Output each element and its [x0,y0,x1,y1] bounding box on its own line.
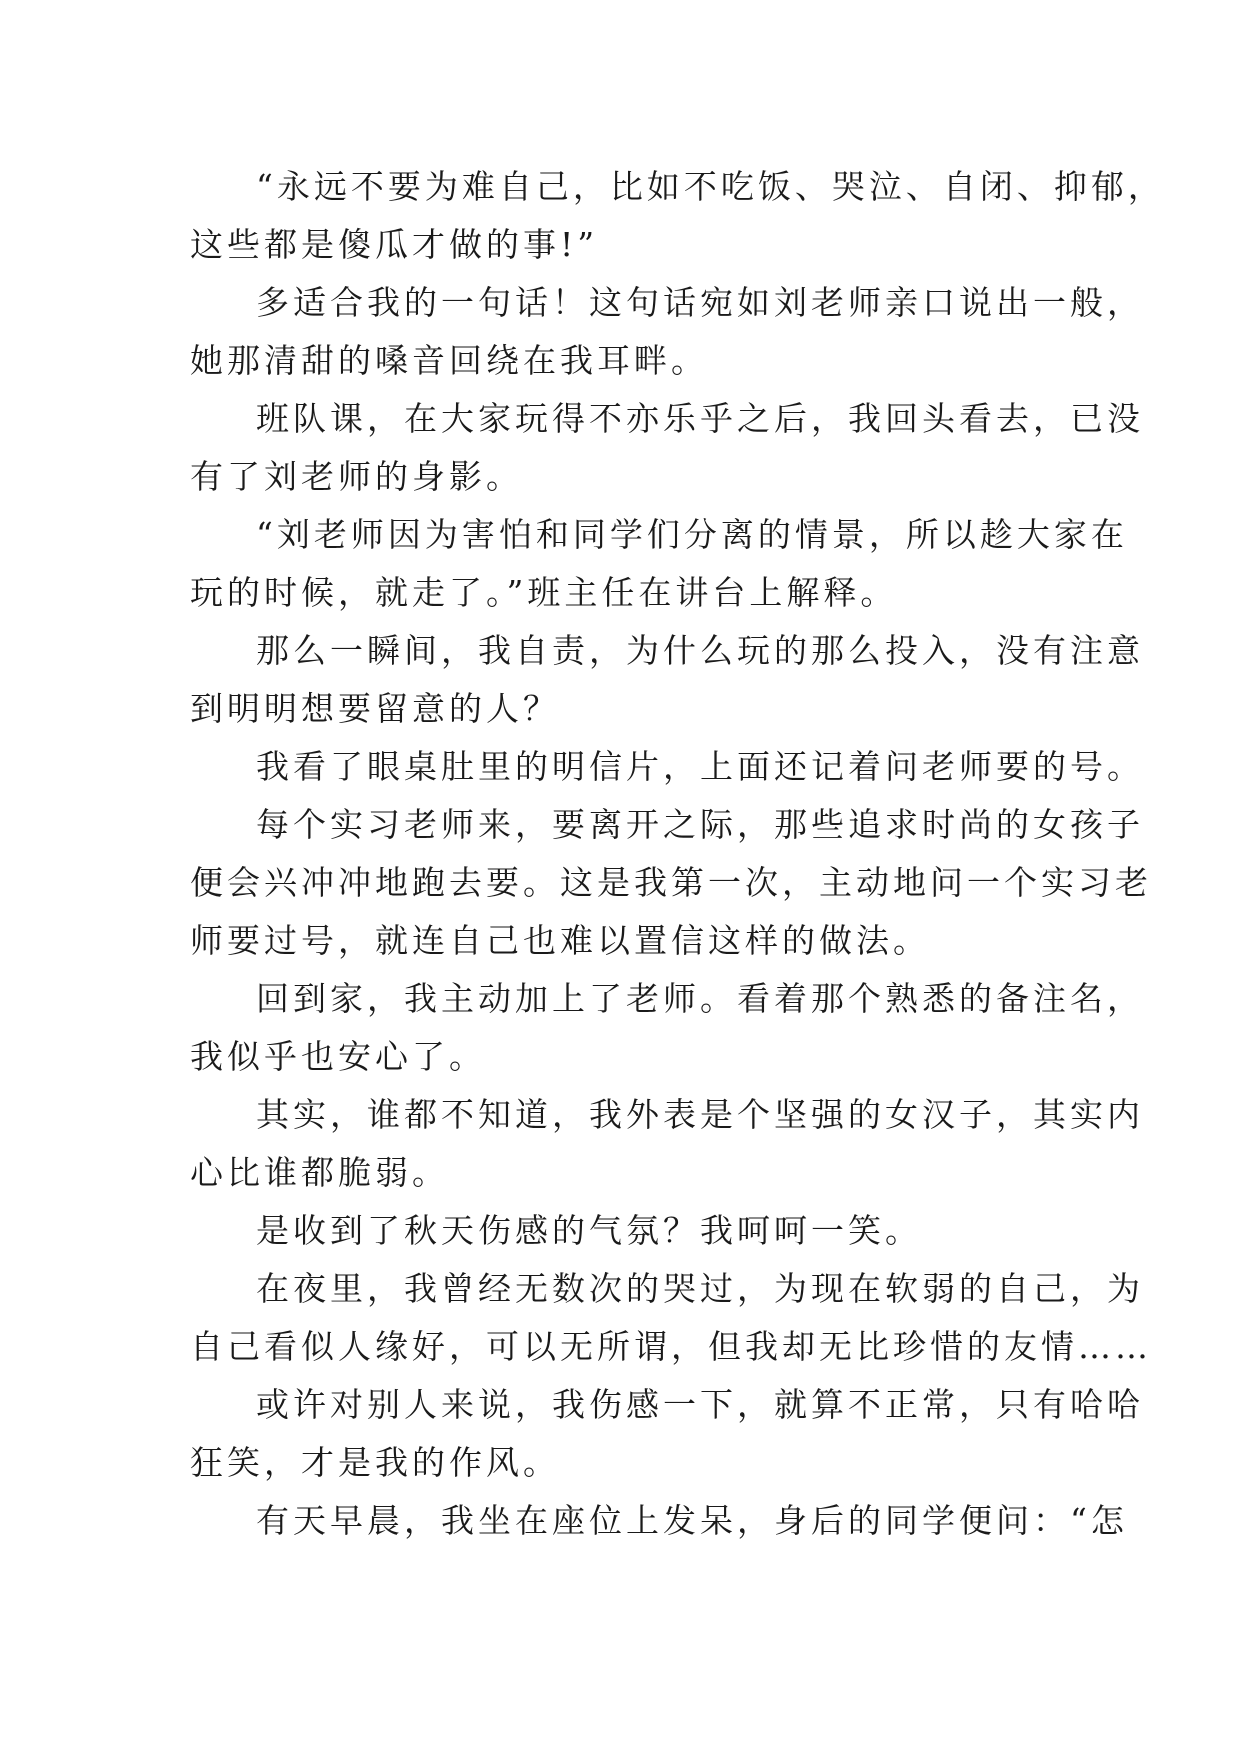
text-line: 狂笑，才是我的作风。 [190,1443,560,1482]
paragraph [190,970,1144,1086]
text-line: 回到家，我主动加上了老师。看着那个熟悉的备注名， [256,979,1144,1018]
text-line: 师要过号，就连自己也难以置信这样的做法。 [190,921,930,960]
paragraph [190,274,1144,390]
text-line: 她那清甜的嗓音回绕在我耳畔。 [190,341,708,380]
text-line: 心比谁都脆弱。 [190,1153,449,1192]
text-line: 或许对别人来说，我伤感一下，就算不正常，只有哈哈 [256,1385,1144,1424]
paragraph [190,1086,1144,1202]
text-line: 有了刘老师的身影。 [190,457,523,496]
paragraph [190,1202,1060,1260]
text-line: 多适合我的一句话！这句话宛如刘老师亲口说出一般， [256,283,1144,322]
text-line: 那么一瞬间，我自责，为什么玩的那么投入，没有注意 [256,631,1144,670]
paragraph [190,622,1144,738]
paragraph [190,1376,1144,1492]
text-line: 玩的时候，就走了。”班主任在讲台上解释。 [190,573,898,612]
text-line: 是收到了秋天伤感的气氛？我呵呵一笑。 [256,1211,922,1250]
paragraph [190,506,1128,622]
text-line: 有天早晨，我坐在座位上发呆，身后的同学便问：“怎 [256,1501,1128,1540]
text-line: “刘老师因为害怕和同学们分离的情景，所以趁大家在 [256,515,1128,554]
document-body [190,158,1165,1550]
text-line: 自己看似人缘好，可以无所谓，但我却无比珍惜的友情…… [190,1327,1152,1366]
text-line: 这些都是傻瓜才做的事!” [190,225,599,264]
paragraph [190,390,1144,506]
text-line: 在夜里，我曾经无数次的哭过，为现在软弱的自己，为 [256,1269,1144,1308]
text-line: 我看了眼桌肚里的明信片，上面还记着问老师要的号。 [256,747,1144,786]
text-line: 班队课，在大家玩得不亦乐乎之后，我回头看去，已没 [256,399,1144,438]
paragraph [190,1260,1152,1376]
paragraph [190,1492,1128,1550]
text-line: 到明明想要留意的人？ [190,689,560,728]
paragraph [190,796,1152,970]
paragraph [190,158,1165,274]
paragraph [190,738,1144,796]
text-line: 便会兴冲冲地跑去要。这是我第一次，主动地问一个实习老 [190,863,1152,902]
text-line: 我似乎也安心了。 [190,1037,486,1076]
text-line: 其实，谁都不知道，我外表是个坚强的女汉子，其实内 [256,1095,1144,1134]
text-line: “永远不要为难自己，比如不吃饭、哭泣、自闭、抑郁， [256,167,1165,206]
text-line: 每个实习老师来，要离开之际，那些追求时尚的女孩子 [256,805,1144,844]
